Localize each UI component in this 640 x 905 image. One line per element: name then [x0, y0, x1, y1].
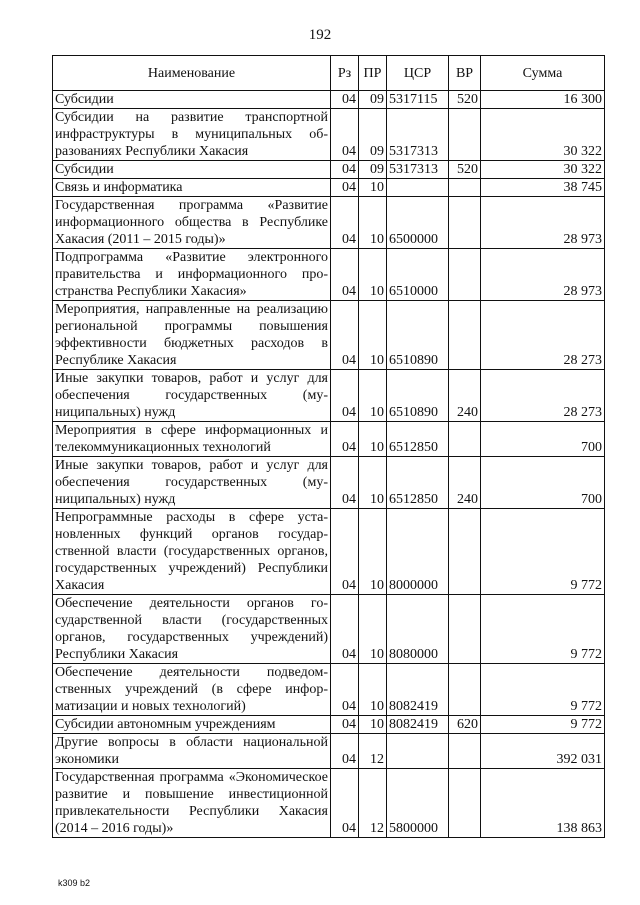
table-row — [53, 664, 605, 716]
footer-code: k309 b2 — [58, 878, 91, 888]
row-sum: 138 863 — [481, 769, 605, 838]
row-rz: 04 — [331, 769, 359, 838]
header-name: Наименование — [53, 56, 331, 91]
table-row — [53, 179, 605, 197]
row-name: Мероприятия в сфере информационных и телекоммуникационных технологий — [53, 422, 331, 457]
row-csr: 5317313 — [387, 109, 449, 161]
row-sum: 28 273 — [481, 370, 605, 422]
row-rz: 04 — [331, 664, 359, 716]
row-rz: 04 — [331, 370, 359, 422]
row-csr: 8080000 — [387, 595, 449, 664]
table-row — [53, 249, 605, 301]
row-csr: 6510890 — [387, 370, 449, 422]
row-name: Иные закупки товаров, работ и услуг для обеспечения государственных (муниципальных) нужд — [53, 457, 331, 509]
row-sum: 38 745 — [481, 179, 605, 197]
table-row — [53, 109, 605, 161]
row-name: Непрограммные расходы в сфере установленных функций органов государственной власти (государственных органов, государственных учреждений) Республики Хакасия — [53, 509, 331, 595]
row-csr: 5317115 — [387, 91, 449, 109]
table-row — [53, 370, 605, 422]
row-vr — [449, 249, 481, 301]
row-sum: 9 772 — [481, 716, 605, 734]
row-vr — [449, 734, 481, 769]
row-pr: 09 — [359, 91, 387, 109]
row-vr: 240 — [449, 457, 481, 509]
row-sum: 30 322 — [481, 161, 605, 179]
row-sum: 9 772 — [481, 509, 605, 595]
table-row — [53, 769, 605, 838]
row-name: Подпрограмма «Развитие электронного правительства и информационного пространства Республики Хакасия» — [53, 249, 331, 301]
row-name: Иные закупки товаров, работ и услуг для обеспечения государственных (муниципальных) нужд — [53, 370, 331, 422]
table-row — [53, 161, 605, 179]
row-csr — [387, 179, 449, 197]
row-rz: 04 — [331, 109, 359, 161]
row-rz: 04 — [331, 457, 359, 509]
row-sum: 9 772 — [481, 664, 605, 716]
row-pr: 10 — [359, 179, 387, 197]
row-pr: 10 — [359, 595, 387, 664]
row-pr: 10 — [359, 249, 387, 301]
row-name: Связь и информатика — [53, 179, 331, 197]
budget-table — [52, 55, 605, 838]
row-rz: 04 — [331, 197, 359, 249]
row-vr — [449, 664, 481, 716]
row-rz: 04 — [331, 422, 359, 457]
row-vr: 520 — [449, 161, 481, 179]
row-vr — [449, 179, 481, 197]
row-csr: 8082419 — [387, 664, 449, 716]
row-rz: 04 — [331, 301, 359, 370]
row-pr: 10 — [359, 197, 387, 249]
row-sum: 392 031 — [481, 734, 605, 769]
row-pr: 12 — [359, 734, 387, 769]
row-pr: 10 — [359, 370, 387, 422]
row-csr: 5800000 — [387, 769, 449, 838]
row-name: Государственная программа «Экономическое развитие и повышение инвестиционной привлекательности Республики Хакасия (2014 – 2016 годы)» — [53, 769, 331, 838]
table-row — [53, 716, 605, 734]
row-pr: 10 — [359, 457, 387, 509]
table-row — [53, 197, 605, 249]
row-vr — [449, 595, 481, 664]
row-csr: 8000000 — [387, 509, 449, 595]
row-vr: 620 — [449, 716, 481, 734]
row-sum: 28 273 — [481, 301, 605, 370]
row-csr: 6510890 — [387, 301, 449, 370]
row-csr — [387, 734, 449, 769]
header-rz: Рз — [331, 56, 359, 91]
table-row — [53, 734, 605, 769]
header-sum: Сумма — [481, 56, 605, 91]
row-rz: 04 — [331, 161, 359, 179]
row-rz: 04 — [331, 249, 359, 301]
row-name: Мероприятия, направленные на реализацию региональной программы повышения эффективности бюджетных расходов в Республике Хакасия — [53, 301, 331, 370]
page-number: 192 — [308, 27, 332, 43]
row-pr: 09 — [359, 109, 387, 161]
table-header-row — [53, 56, 605, 91]
row-csr: 6512850 — [387, 457, 449, 509]
row-sum: 28 973 — [481, 249, 605, 301]
row-name: Обеспечение деятельности подведомственных учреждений (в сфере информатизации и новых технологий) — [53, 664, 331, 716]
row-rz: 04 — [331, 91, 359, 109]
row-name: Обеспечение деятельности органов государственной власти (государственных органов, государственных учреждений) Республики Хакасия — [53, 595, 331, 664]
row-rz: 04 — [331, 595, 359, 664]
row-name: Государственная программа «Развитие информационного общества в Республике Хакасия (2011 – 2015 годы)» — [53, 197, 331, 249]
row-sum: 9 772 — [481, 595, 605, 664]
row-pr: 10 — [359, 664, 387, 716]
row-vr — [449, 197, 481, 249]
row-pr: 12 — [359, 769, 387, 838]
row-vr — [449, 769, 481, 838]
row-name: Субсидии автономным учреждениям — [53, 716, 331, 734]
row-pr: 10 — [359, 509, 387, 595]
row-sum: 28 973 — [481, 197, 605, 249]
row-rz: 04 — [331, 509, 359, 595]
row-rz: 04 — [331, 179, 359, 197]
header-csr: ЦСР — [387, 56, 449, 91]
table-row — [53, 595, 605, 664]
row-csr: 8082419 — [387, 716, 449, 734]
row-name: Другие вопросы в области национальной экономики — [53, 734, 331, 769]
row-sum: 16 300 — [481, 91, 605, 109]
row-csr: 6510000 — [387, 249, 449, 301]
header-pr: ПР — [359, 56, 387, 91]
row-sum: 700 — [481, 422, 605, 457]
row-vr — [449, 422, 481, 457]
row-csr: 6500000 — [387, 197, 449, 249]
row-name: Субсидии — [53, 91, 331, 109]
row-vr — [449, 509, 481, 595]
row-rz: 04 — [331, 716, 359, 734]
row-pr: 10 — [359, 422, 387, 457]
row-pr: 10 — [359, 716, 387, 734]
row-csr: 5317313 — [387, 161, 449, 179]
row-vr: 520 — [449, 91, 481, 109]
row-name: Субсидии — [53, 161, 331, 179]
table-row — [53, 301, 605, 370]
row-csr: 6512850 — [387, 422, 449, 457]
table-row — [53, 509, 605, 595]
row-vr — [449, 109, 481, 161]
row-pr: 10 — [359, 301, 387, 370]
table-row — [53, 457, 605, 509]
table-row — [53, 422, 605, 457]
row-vr: 240 — [449, 370, 481, 422]
row-sum: 30 322 — [481, 109, 605, 161]
header-vr: ВР — [449, 56, 481, 91]
row-vr — [449, 301, 481, 370]
row-name: Субсидии на развитие транспортной инфраструктуры в муниципальных образованиях Республики Хакасия — [53, 109, 331, 161]
table-row — [53, 91, 605, 109]
row-sum: 700 — [481, 457, 605, 509]
row-pr: 09 — [359, 161, 387, 179]
row-rz: 04 — [331, 734, 359, 769]
